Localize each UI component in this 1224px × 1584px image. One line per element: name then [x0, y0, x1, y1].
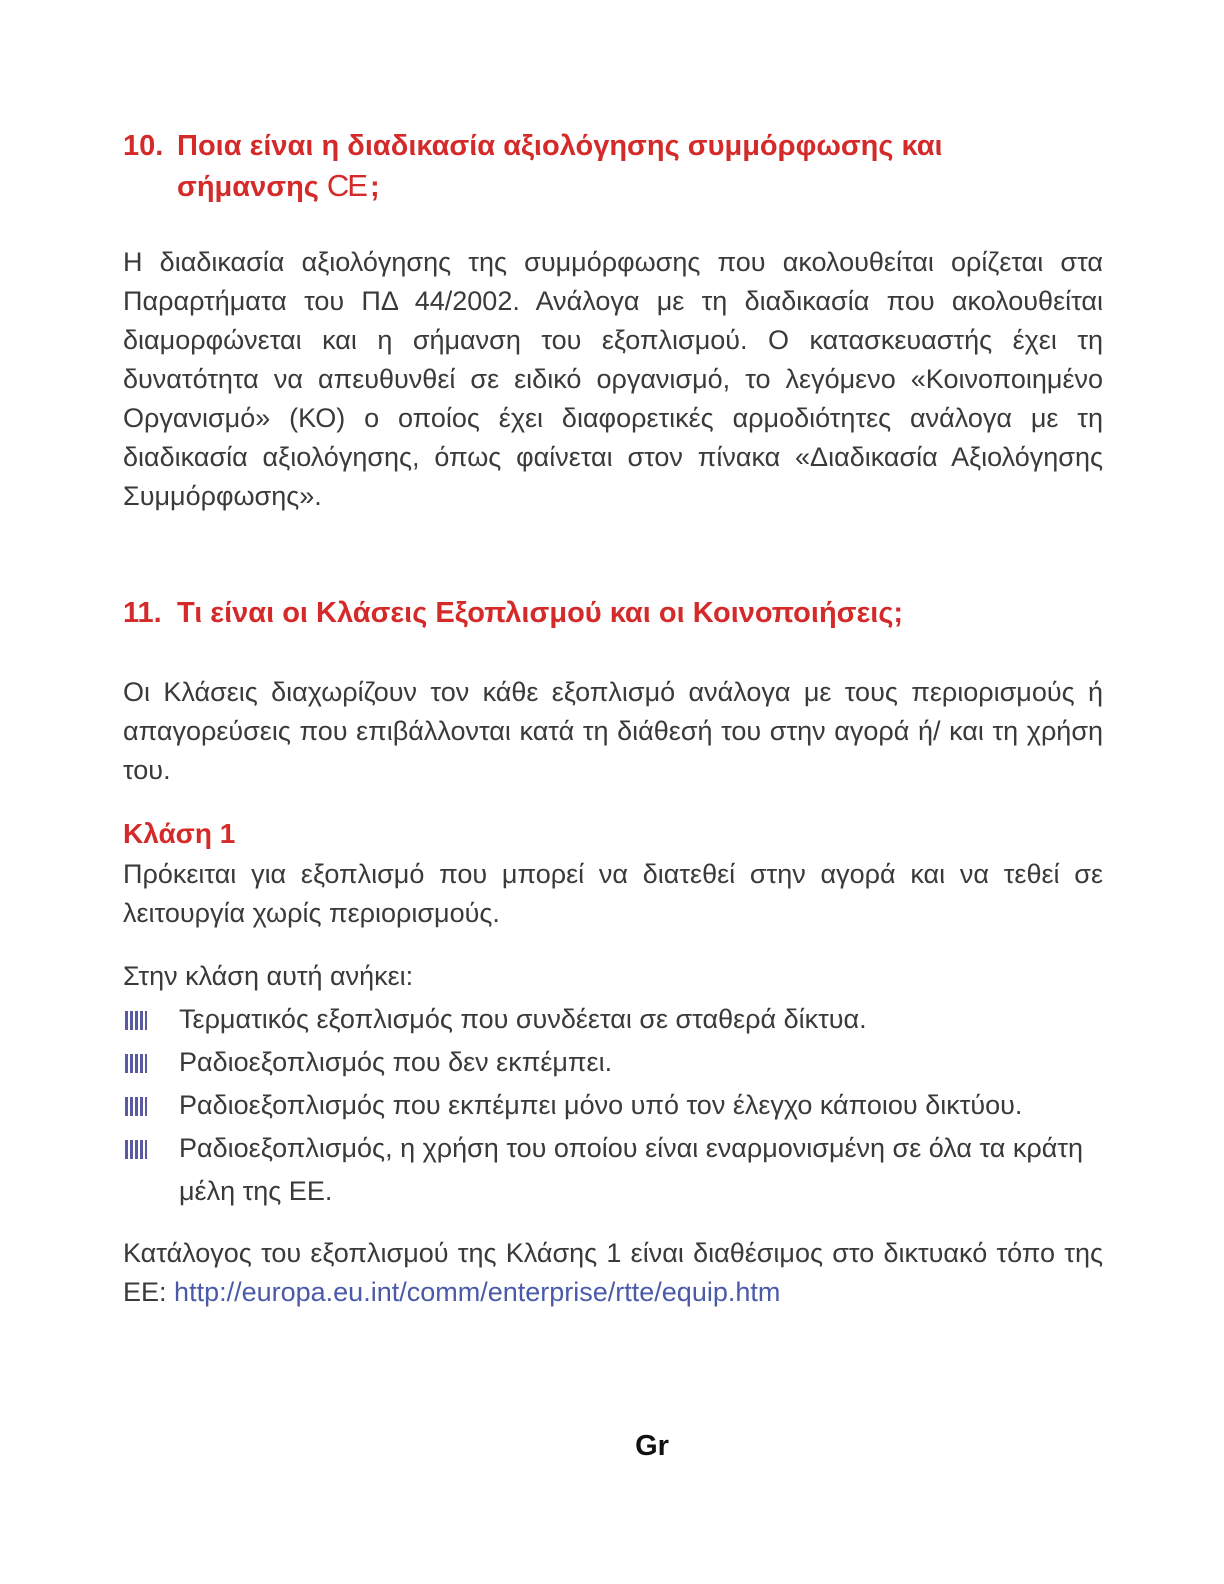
list-item-text: Ραδιοεξοπλισμός που εκπέμπει μόνο υπό τον έλεγχο κάποιου δικτύου.: [179, 1090, 1023, 1120]
section-11-body: Οι Κλάσεις διαχωρίζουν τον κάθε εξοπλισμό ανάλογα με τους περιορισμούς ή απαγορεύσεις που επιβάλλονται κατά τη διάθεσή του στην αγορά ή/ και τη χρήση του.: [123, 677, 1103, 785]
class-1-list: [123, 998, 1103, 1213]
bullet-icon: [125, 1140, 147, 1159]
ce-mark-icon: CE: [326, 168, 366, 203]
class-1-heading: Κλάση 1: [123, 818, 236, 849]
list-item: [123, 1127, 1103, 1213]
language-code: Gr: [635, 1430, 669, 1462]
section-10-title-line1: Ποια είναι η διαδικασία αξιολόγησης συμμόρφωσης και: [177, 130, 943, 162]
bullet-icon: [125, 1011, 147, 1030]
class-1-description: Πρόκειται για εξοπλισμό που μπορεί να διατεθεί στην αγορά και να τεθεί σε λειτουργία χωρίς περιορισμούς.: [123, 859, 1103, 928]
section-11-number: 11.: [123, 597, 162, 629]
section-10-body: Η διαδικασία αξιολόγησης της συμμόρφωσης που ακολουθείται ορίζεται στα Παραρτήματα του ΠΔ 44/2002. Ανάλογα με τη διαδικασία που ακολουθείται διαμορφώνεται και η σήμανση του εξοπλισμού. Ο κατασκευαστής έχει τη δυνατότητα να απευθυνθεί σε ειδικό οργανισμό, το λεγόμενο «Κοινοποιημένο Οργανισμό» (ΚΟ) ο οποίος έχει διαφορετικές αρμοδιότητες ανάλογα με τη διαδικασία αξιολόγησης, όπως φαίνεται στον πίνακα «Διαδικασία Αξιολόγησης Συμμόρφωσης».: [123, 247, 1103, 511]
section-10-title-line2-wrap: [123, 166, 1103, 207]
list-item: [123, 1084, 1103, 1127]
list-item: [123, 1041, 1103, 1084]
section-11-heading: [123, 593, 1103, 633]
bullet-icon: [125, 1097, 147, 1116]
section-10-heading: [123, 126, 1103, 207]
list-item-text: Τερματικός εξοπλισμός που συνδέεται σε σταθερά δίκτυα.: [179, 1004, 867, 1034]
section-10-title-line2: σήμανσης: [177, 171, 319, 203]
catalog-text: Κατάλογος του εξοπλισμού της Κλάσης 1 είναι διαθέσιμος στο δικτυακό τόπο της ΕΕ:: [123, 1238, 1103, 1307]
section-10-number: 10.: [123, 130, 164, 162]
catalog-link[interactable]: http://europa.eu.int/comm/enterprise/rtte/equip.htm: [174, 1277, 781, 1307]
bullet-icon: [125, 1054, 147, 1073]
page-footer: [0, 1430, 1224, 1463]
list-item-text: Ραδιοεξοπλισμός που δεν εκπέμπει.: [179, 1047, 613, 1077]
section-11-title: Τι είναι οι Κλάσεις Εξοπλισμού και οι Κοινοποιήσεις;: [177, 597, 904, 629]
class-1-catalog: [123, 1234, 1103, 1312]
class-1-intro: Στην κλάση αυτή ανήκει:: [123, 961, 414, 991]
list-item: [123, 998, 1103, 1041]
list-item-text: Ραδιοεξοπλισμός, η χρήση του οποίου είναι εναρμονισμένη σε όλα τα κράτη μέλη της ΕΕ.: [179, 1133, 1084, 1206]
section-10-question-mark: ;: [369, 171, 380, 203]
